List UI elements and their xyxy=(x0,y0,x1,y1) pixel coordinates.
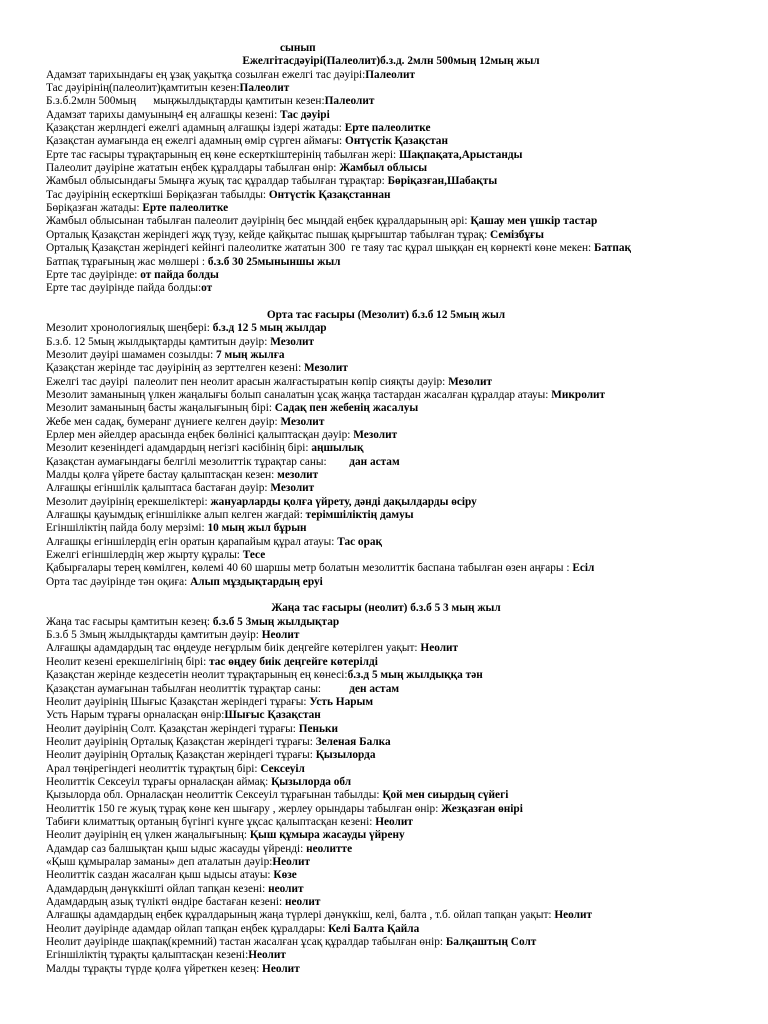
answer-text: терімшіліктің дамуы xyxy=(305,509,414,522)
question-text: Адамдардың азық түлікті өндіре бастаған кезені: xyxy=(46,896,285,908)
qa-line xyxy=(46,336,756,349)
answer-text: Неолит xyxy=(420,642,459,655)
qa-line xyxy=(46,549,756,562)
qa-line xyxy=(46,909,756,922)
question-text: Мезолит кезеніндегі адамдардың негізгі кәсібінің бірі: xyxy=(46,442,312,455)
question-text: Б.з.б 5 3мың жылдықтарды қамтитын дәуір: xyxy=(46,629,262,642)
qa-line xyxy=(46,869,756,882)
qa-line xyxy=(46,923,756,936)
question-text: Мезолит заманының үлкен жаңалығы болып саналатын ұсақ жаңқа тастардан жасалған құралдар атауы: xyxy=(46,388,552,401)
answer-text: Семізбұғы xyxy=(490,228,544,241)
question-text: Адамзат тарихындағы ең ұзақ уақытқа созылған ежелгі тас дәуірі: xyxy=(46,68,366,81)
document-body xyxy=(46,55,756,976)
qa-line xyxy=(46,642,756,655)
qa-line xyxy=(46,215,756,228)
question-text: Ерте тас дәуірінде пайда болды: xyxy=(46,282,202,295)
qa-line xyxy=(46,122,756,135)
answer-text: Садақ пен жебенің жасалуы xyxy=(274,402,419,415)
question-text: Адамдар саз балшықтан қыш ыдыс жасауды үйренді: xyxy=(46,842,307,855)
question-text: Жамбыл облысындағы 5мыңға жуық тас құралдар табылған тұрақтар: xyxy=(46,175,388,188)
qa-line xyxy=(46,256,756,269)
answer-text: Мезолит xyxy=(353,428,398,441)
question-text: Мезолит хронологиялық шеңбері: xyxy=(46,322,213,335)
question-text: Тас дәуірінің ескерткіші Бөріқазған табылды: xyxy=(46,188,269,201)
question-text: Неолиттік саздан жасалған қыш ыдысы атауы: xyxy=(46,869,274,882)
answer-text: от пайда болды xyxy=(140,268,219,281)
answer-text: Онтүстік Қазақстаннан xyxy=(268,188,391,201)
question-text: Мезолит дәуірі шамамен созылды: xyxy=(46,348,217,361)
qa-line xyxy=(46,656,756,669)
qa-line xyxy=(46,896,756,909)
qa-line xyxy=(46,683,756,696)
question-text: Неолит дәуірінде адамдар ойлап тапқан еңбек құралдары: xyxy=(46,922,329,935)
qa-line xyxy=(46,669,756,682)
question-text: Ерте тас ғасыры тұрақтарының ең көне ескерткіштерінің табылған жері: xyxy=(46,148,399,161)
answer-text: ден астам xyxy=(349,682,400,695)
question-text: Алғашқы адамдардың еңбек құралдарының жаңа түрлері дәнүккіш, келі, балта , т.б. ойлап тапқан уақыт: xyxy=(46,909,555,922)
qa-line xyxy=(46,175,756,188)
answer-text: Мезолит xyxy=(270,482,315,495)
answer-text: б.з.б 30 25мыныншы жыл xyxy=(207,255,341,268)
qa-line xyxy=(46,162,756,175)
qa-line xyxy=(46,709,756,722)
answer-text: Тас орақ xyxy=(337,535,383,548)
qa-line xyxy=(46,402,756,415)
answer-text: Қызылорда xyxy=(315,749,376,762)
answer-text: Неолит xyxy=(554,909,593,922)
section-heading: Ежелгітасдәуірі(Палеолит)б.з.д. 2млн 500мың 12мың жыл xyxy=(242,55,540,68)
answer-text: Алып мұздықтардың еруі xyxy=(190,575,323,588)
qa-line xyxy=(46,949,756,962)
question-text: Мезолит дәуірінің ерекшеліктері: xyxy=(46,495,211,508)
answer-text: Мезолит xyxy=(304,362,348,375)
question-text: Неолиттік 150 ге жуық тұрақ көне кен шығару , жерлеу орындары табылған өнір: xyxy=(46,802,442,815)
question-text: Б.з.б.2млн 500мың мыңжылдықтарды қамтитын кезен: xyxy=(46,95,325,108)
answer-text: Палеолит xyxy=(324,95,375,108)
question-text: Орталық Қазақстан жеріндегі жұқ түзу, кейде қайқытас пышақ қырғыштар табылған тұрақ: xyxy=(46,228,491,241)
qa-line xyxy=(46,776,756,789)
answer-text: б.з.б 5 3мың жылдықтар xyxy=(212,615,340,628)
qa-line xyxy=(46,442,756,455)
qa-line xyxy=(46,536,756,549)
answer-text: Тесе xyxy=(242,549,266,562)
answer-text: мезолит xyxy=(277,469,319,481)
question-text: Жаңа тас ғасыры қамтитын кезең: xyxy=(46,615,213,628)
question-text: Қазақстан жерінде тас дәуірінің аз зерттелген кезені: xyxy=(46,362,305,375)
question-text: Неолиттік Сексеуіл тұрағы орналасқан аймақ: xyxy=(46,775,272,788)
qa-line xyxy=(46,963,756,976)
answer-text: неолитте xyxy=(306,842,353,855)
qa-line xyxy=(46,696,756,709)
question-text: Бөріқазған жатады: xyxy=(46,202,143,215)
qa-line xyxy=(46,135,756,148)
answer-text: Зеленая Балка xyxy=(315,735,391,748)
answer-text: Қыш құмыра жасауды үйрену xyxy=(249,829,405,842)
answer-text: Мезолит xyxy=(270,335,315,348)
answer-text: неолит xyxy=(284,896,321,908)
section-heading: Орта тас ғасыры (Мезолит) б.з.б 12 5мың жыл xyxy=(266,308,506,321)
answer-text: дан астам xyxy=(349,455,400,468)
page-title: сынып xyxy=(280,42,316,54)
answer-text: Шығыс Қазақстан xyxy=(224,709,321,722)
answer-text: Мезолит xyxy=(280,415,325,428)
answer-text: Жамбыл облысы xyxy=(339,162,428,175)
qa-line xyxy=(46,189,756,202)
qa-line xyxy=(46,843,756,856)
question-text: Қабырғалары терең көмілген, көлемі 40 60 шаршы метр болатын мезолиттік баспана табылған өзен аңғары : xyxy=(46,562,573,575)
qa-line xyxy=(46,562,756,575)
question-text: Ерлер мен әйелдер арасында еңбек бөлінісі қалыптасқан дәуір: xyxy=(46,428,354,441)
qa-line xyxy=(46,202,756,215)
question-text: Алғашқы адамдардың тас өңдеуде неғұрлым биік деңгейге көтерілген уақыт: xyxy=(46,642,421,655)
question-text: Егіншіліктің тұрақты қалыптасқан кезені: xyxy=(46,949,249,962)
qa-line xyxy=(46,82,756,95)
answer-text: Ерте палеолитке xyxy=(142,202,229,215)
question-text: Қызылорда обл. Орналасқан неолиттік Сексеуіл тұрағынан табылды: xyxy=(46,789,383,802)
question-text: Малды тұрақты түрде қолға үйреткен кезең: xyxy=(46,962,263,975)
question-text: Қазақстан аумағынан табылған неолиттік тұрақтар саны: xyxy=(46,682,350,695)
answer-text: Жезқазған өнірі xyxy=(441,802,523,815)
question-text: Жебе мен садақ, бумеранг дүниеге келген дәуір: xyxy=(46,415,281,428)
qa-line xyxy=(46,109,756,122)
answer-text: Шақпақата,Арыстанды xyxy=(398,148,523,161)
qa-line xyxy=(46,362,756,375)
question-text: Алғашқы егіншілердің егін оратын қарапайым құрал атауы: xyxy=(46,535,338,548)
answer-text: б.з.д 5 мың жылдыққа тән xyxy=(347,669,483,682)
question-text: Қазақстан аумағында ең ежелгі адамның өмір сүрген аймағы: xyxy=(46,135,346,148)
answer-text: Ерте палеолитке xyxy=(344,122,431,135)
answer-text: Балқаштың Солт xyxy=(445,936,537,949)
answer-text: Онтүстік Қазақстан xyxy=(345,135,448,148)
qa-line xyxy=(46,749,756,762)
answer-text: Көзе xyxy=(273,869,297,882)
answer-text: Бөріқазған,Шабақты xyxy=(387,175,498,188)
question-text: Егіншіліктің пайда болу мерзімі: xyxy=(46,522,208,535)
qa-line xyxy=(46,322,756,335)
question-text: Адамзат тарихы дамуының4 ең алғашқы кезені: xyxy=(46,108,281,121)
qa-line xyxy=(46,509,756,522)
qa-line xyxy=(46,482,756,495)
qa-line xyxy=(46,429,756,442)
qa-line xyxy=(46,416,756,429)
qa-line xyxy=(46,95,756,108)
qa-line xyxy=(46,803,756,816)
answer-text: тас өңдеу биік деңгейге көтерілді xyxy=(209,655,378,668)
answer-text: Палеолит xyxy=(365,68,416,81)
question-text: Неолит дәуірінің Шығыс Қазақстан жеріндегі тұрағы: xyxy=(46,695,310,708)
question-text: Қазақстан аумағындағы белгілі мезолиттік тұрақтар саны: xyxy=(46,455,350,468)
answer-text: Неолит xyxy=(375,815,413,828)
question-text: Тас дәуірінің(палеолит)қамтитын кезен: xyxy=(46,82,240,95)
answer-text: Қой мен сиырдың сүйегі xyxy=(382,789,509,802)
question-text: Орта тас дәуірінде тән оқиға: xyxy=(46,575,191,588)
question-text: Табиғи климаттық ортаның бүгінгі күнге ұқсас қалыптасқан кезені: xyxy=(46,815,376,828)
answer-text: Тас дәуірі xyxy=(280,108,330,121)
answer-text: Усть Нарым xyxy=(309,695,374,708)
answer-text: Пеньки xyxy=(298,722,339,735)
answer-text: Сексеуіл xyxy=(260,762,305,775)
qa-line xyxy=(46,469,756,482)
answer-text: аңшылық xyxy=(311,442,364,455)
answer-text: Неолит xyxy=(262,962,300,975)
answer-text: Микролит xyxy=(551,388,606,401)
question-text: Неолит дәуірінің ең үлкен жаңалығының: xyxy=(46,829,250,842)
answer-text: Есіл xyxy=(572,562,595,575)
qa-line xyxy=(46,629,756,642)
question-text: Мезолит заманының басты жаңалығының бірі: xyxy=(46,402,275,415)
question-text: Қазақстан жерлндегі ежелгі адамның алғашқы іздері жатады: xyxy=(46,122,345,135)
qa-line xyxy=(46,389,756,402)
question-text: Қазақстан жерінде кездесетін неолит тұрақтарының ең көнесі: xyxy=(46,669,348,682)
question-text: Орталық Қазақстан жеріндегі кейінгі палеолитке жататын 300 ге таяу тас құрал шыққан ең көрнекті көне мекен: xyxy=(46,242,594,255)
answer-text: Неолит xyxy=(261,629,300,642)
qa-line xyxy=(46,723,756,736)
qa-line xyxy=(46,522,756,535)
question-text: Неолит дәуірінің Орталық Қазақстан жеріндегі тұрағы: xyxy=(46,749,316,762)
answer-text: б.з.д 12 5 мың жылдар xyxy=(212,322,327,335)
question-text: Жамбыл облысынан табылған палеолит дәуірінің бес мыңдай еңбек құралдарының әрі: xyxy=(46,215,471,228)
qa-line xyxy=(46,789,756,802)
question-text: «Қыш құмыралар заманы» деп аталатын дәуір: xyxy=(46,855,273,868)
qa-line xyxy=(46,282,756,295)
qa-line xyxy=(46,349,756,362)
question-text: Неолит дәуірінде шақпақ(кремний) тастан жасалған ұсақ құралдар табылған өнір: xyxy=(46,936,446,949)
question-text: Неолит кезені ерекшелігінің бірі: xyxy=(46,655,210,668)
question-text: Б.з.б. 12 5мың жылдықтарды қамтитын дәуір: xyxy=(46,335,271,348)
qa-line xyxy=(46,856,756,869)
qa-line xyxy=(46,883,756,896)
question-text: Алғашқы қауымдық егіншілікке алып келген жағдай: xyxy=(46,509,306,522)
qa-line xyxy=(46,936,756,949)
qa-line xyxy=(46,496,756,509)
answer-text: Келі Балта Қайла xyxy=(328,922,420,935)
question-text: Усть Нарым тұрағы орналасқан өнір: xyxy=(46,709,225,722)
qa-line xyxy=(46,816,756,829)
question-text: Палеолит дәуіріне жататын еңбек құралдары табылған өнір: xyxy=(46,162,340,175)
answer-text: неолит xyxy=(268,882,304,895)
qa-line xyxy=(46,69,756,82)
qa-line xyxy=(46,242,756,255)
qa-line xyxy=(46,763,756,776)
question-text: Неолит дәуірінің Солт. Қазақстан жеріндегі тұрағы: xyxy=(46,722,299,735)
section-heading: Жаңа тас ғасыры (неолит) б.з.б 5 3 мың жыл xyxy=(271,602,501,615)
answer-text: Палеолит xyxy=(239,82,290,95)
qa-line xyxy=(46,736,756,749)
qa-line xyxy=(46,576,756,589)
qa-line xyxy=(46,456,756,469)
qa-line xyxy=(46,616,756,629)
question-text: Батпақ тұрағының жас мөлшері : xyxy=(46,255,208,268)
answer-text: Мезолит xyxy=(448,375,493,388)
section-spacer xyxy=(46,296,756,309)
qa-line xyxy=(46,829,756,842)
qa-line xyxy=(46,269,756,282)
qa-line xyxy=(46,149,756,162)
answer-text: Қашау мен үшкір тастар xyxy=(470,215,598,228)
answer-text: Неолит xyxy=(272,855,311,868)
answer-text: 10 мың жыл бұрын xyxy=(207,522,307,535)
answer-text: Қызылорда обл xyxy=(271,775,352,788)
question-text: Малды қолға үйрете бастау қалыптасқан кезен: xyxy=(46,469,278,481)
section-spacer xyxy=(46,589,756,602)
question-text: Ерте тас дәуірінде: xyxy=(46,268,141,281)
answer-text: Неолит xyxy=(248,949,286,962)
answer-text: Батпақ xyxy=(593,242,632,255)
question-text: Арал төңірегіндегі неолиттік тұрақтың бірі: xyxy=(46,762,261,775)
question-text: Неолит дәуірінің Орталық Қазақстан жеріндегі тұрағы: xyxy=(46,735,316,748)
qa-line xyxy=(46,229,756,242)
qa-line xyxy=(46,376,756,389)
answer-text: жануарларды қолға үйрету, дәнді дақылдарды өсіру xyxy=(210,495,477,508)
question-text: Ежелгі тас дәуірі палеолит пен неолит арасын жалғастыратын көпір сияқты дәуір: xyxy=(46,375,449,388)
answer-text: 7 мың жылға xyxy=(216,348,285,361)
answer-text: от xyxy=(201,282,213,295)
question-text: Адамдардың дәнүккішті ойлап тапқан кезені: xyxy=(46,882,269,895)
question-text: Алғашқы егіншілік қалыптаса бастаған дәуір: xyxy=(46,482,271,495)
question-text: Ежелгі егіншілердің жер жырту құралы: xyxy=(46,549,243,562)
